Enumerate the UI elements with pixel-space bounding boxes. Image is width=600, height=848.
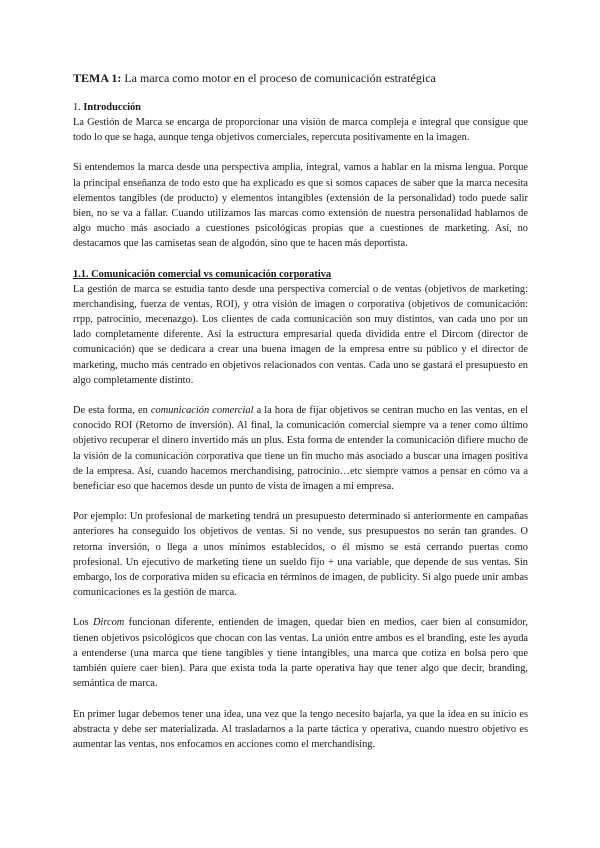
paragraph-6-emphasis: Dircom [92, 617, 125, 629]
paragraph-4-emphasis: comunicación comercial [150, 405, 254, 417]
paragraph-4 [73, 403, 528, 494]
paragraph-5: Por ejemplo: Un profesional de marketing tendrá un presupuesto determinado si anteriormente en campañas anteriores ha conseguido los objetivos de ventas. Si no vende, sus presupuestos no serán tan grandes. O retorna inversión, o llega a unos mínimos establecidos, o él mismo se está cerrando puertas como profesional. Un ejecutivo de marketing tiene un sueldo fijo + una variable, que depende de sus ventas. Sin embargo, los de corporativa miden su eficacia en términos de imagen, de publicity. Si algo puede unir ambas comunicaciones es la gestión de marca. [73, 511, 528, 599]
section-1-1-heading: 1.1. Comunicación comercial vs comunicación corporativa [73, 268, 332, 280]
section-1-title: Introducción [83, 102, 141, 113]
section-1-heading [73, 100, 528, 115]
paragraph-6-rest: funcionan diferente, entienden de imagen, quedar bien en medios, caer bien al consumidor, tienen objetivos psicológicos que chocan con las ventas. La unión entre ambos es el branding, este les ayuda a entenderse (una marca que tiene tangibles y tiene intangibles, una marca que cotiza en bolsa pero que también quiere caer bien). Para que exista toda la parte operativa hay que tener algo que decir, branding, semántica de marca. [73, 617, 528, 690]
document-page [73, 70, 528, 767]
paragraph-4-start: De esta forma, en [73, 405, 151, 417]
paragraph-3: La gestión de marca se estudia tanto desde una perspectiva comercial o de ventas (objetivos de marketing: merchandising, fuerza de ventas, ROI), y otra visión de imagen o corporativa (objetivos de comunicación: rrpp, patrocinio, mecenazgo). Los clientes de cada comunicación son muy distintos, van cada uno por un lado completamente diferente. Así la estructura empresarial queda dividida entre el Dircom (director de comunicación) que se dedicara a crear una buena imagen de la empresa entre su público y el director de marketing, mucho más centrado en objetivos relacionados con ventas. Cada uno se gastará el presupuesto en algo completamente distinto. [73, 283, 528, 386]
section-1-number: 1. [73, 102, 84, 113]
paragraph-7: En primer lugar debemos tener una idea, una vez que la tengo necesito bajarla, ya que la idea en su inicio es abstracta y debe ser materializada. Al trasladarnos a la parte táctica y operativa, cuando nuestro objetivo es aumentar las ventas, nos enfocamos en acciones como el merchandising. [73, 708, 528, 750]
paragraph-6-start: Los [73, 617, 93, 629]
paragraph-4-rest: a la hora de fijar objetivos se centran mucho en las ventas, en el conocido ROI (Retorno de inversión). Al final, la comunicación comercial siempre va a tener como último objetivo recuperar el dinero invertido más un plus. Esta forma de entender la comunicación difiere mucho de la visión de la comunicación corporativa que tiene un fin mucho más asociado a buscar una imagen positiva de la empresa. Así, cuando hacemos merchandising, patrocinio…etc siempre vamos a pensar en cómo va a beneficiar eso que hacemos desde un punto de vista de imagen a mi empresa. [73, 405, 529, 493]
title-label: TEMA 1: [73, 71, 122, 85]
paragraph-2: Si entendemos la marca desde una perspectiva amplia, integral, vamos a hablar en la misma lengua. Porque la principal enseñanza de todo esto que ha explicado es que si somos capaces de saber que la marca necesita elementos tangibles (de producto) y elementos intangibles (extensión de la personalidad) todo puede salir bien, no se va a fallar. Cuando utilizamos las marcas como extensión de nuestra personalidad hablamos de algo mucho más asociado a cuestiones psicológicas propias que a cuestiones de marketing. Así, no destacamos que las camisetas sean de algodón, sino que te hacen más deportista. [73, 162, 528, 250]
paragraph-6 [73, 615, 528, 691]
paragraph-1: La Gestión de Marca se encarga de proporcionar una visión de marca compleja e integral que consigue que todo lo que se haga, aunque tenga objetivos comerciales, repercuta positivamente en la imagen. [73, 117, 528, 144]
title-text: La marca como motor en el proceso de comunicación estratégica [121, 71, 436, 85]
page-title [73, 70, 528, 86]
